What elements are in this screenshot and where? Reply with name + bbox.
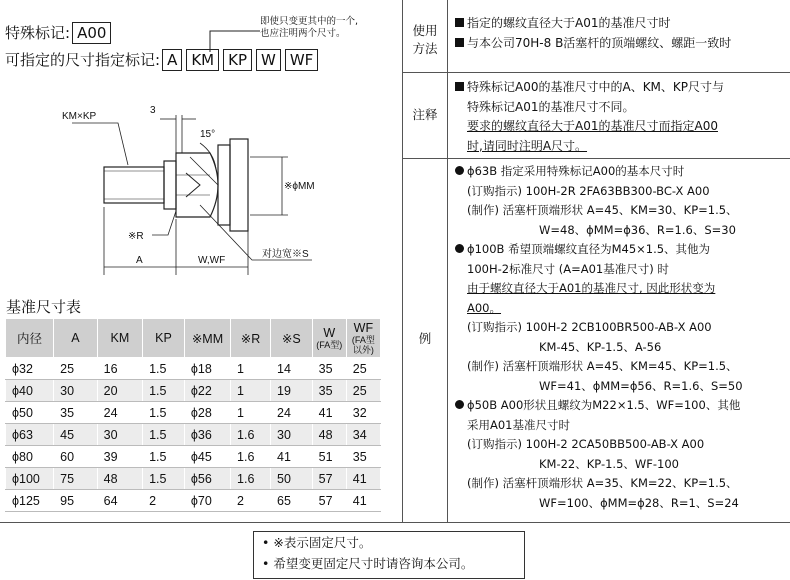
table-cell: ϕ56: [184, 468, 230, 490]
r-label: ※R: [128, 231, 144, 242]
specifiable-mark-label: 可指定的尺寸指定标记:: [5, 51, 161, 69]
table-cell: 24: [97, 402, 142, 424]
table-cell: 1.6: [231, 446, 271, 468]
example-content: ϕ63B 指定采用特殊标记A00的基本尺寸时 (订购指示) 100H-2R 2FA63BB300-BC-X A00 (制作) 活塞杆顶端形状 A=45、KM=30、KP=1.5、 W=48、ϕMM=ϕ36、R=1.6、S=30 ϕ100B 希望顶端螺纹直径为M45×1.5、其他为 100H-2标准尺寸 (A=A01基准尺寸) 时 由于螺纹直径大于A01的基准尺寸, 因此形状变为 A00。 (订购指示) 100H-2 2CB100BR500-AB-X A00 KM-45、KP-1.5、A-56 (制作) 活塞杆顶端形状 A=45、KM=45、KP=1.5、 WF=41、ϕMM=ϕ56、R=1.6、S=50 ϕ50B A00形状且螺纹为M22×1.5、WF=100、其他 采用A01基准尺寸时 (订购指示) 100H-2 2CA50BB500-AB-X A00 KM-22、KP-1.5、WF-100 (制作) 活塞杆顶端形状 A=35、KM=22、KP=1.5、 WF=100、ϕMM=ϕ28、R=1、S=24: [455, 162, 743, 513]
code-w: W: [256, 49, 281, 71]
table-cell: 34: [346, 424, 380, 446]
square-bullet-icon: [455, 38, 464, 47]
circle-bullet-icon: [455, 244, 464, 253]
table-cell: ϕ45: [184, 446, 230, 468]
dim-3-label: 3: [150, 105, 156, 116]
table-cell: 1.5: [143, 446, 185, 468]
usage-info-table: [402, 0, 790, 522]
table-cell: 1.6: [231, 468, 271, 490]
header-bore: 内径: [6, 319, 54, 358]
table-cell: ϕ125: [6, 490, 54, 512]
wwf-dim-label: W,WF: [198, 255, 226, 266]
table-cell: 41: [271, 446, 313, 468]
table-cell: ϕ18: [184, 358, 230, 380]
table-cell: 1.5: [143, 402, 185, 424]
table-cell: 2: [231, 490, 271, 512]
table-cell: 16: [97, 358, 142, 380]
base-table-title: 基准尺寸表: [6, 298, 82, 316]
table-cell: 64: [97, 490, 142, 512]
table-cell: 35: [346, 446, 380, 468]
table-cell: 60: [54, 446, 98, 468]
s-label: 对边宽※S: [262, 249, 309, 260]
header-kp: KP: [143, 319, 185, 358]
table-cell: 48: [312, 424, 346, 446]
circle-bullet-icon: [455, 400, 464, 409]
table-cell: 25: [346, 358, 380, 380]
example-label: 例: [418, 331, 432, 346]
table-cell: 35: [312, 358, 346, 380]
special-mark-label: 特殊标记:: [5, 24, 71, 42]
header-s: ※S: [271, 319, 313, 358]
special-mark-note: 即使只变更其中的一个, 也应注明两个尺寸。: [260, 16, 359, 39]
note-content: 特殊标记A00的基准尺寸中的A、KM、KP尺寸与 特殊标记A01的基准尺寸不同。 要求的螺纹直径大于A01的基准尺寸而指定A00 时,请同时注明A尺寸。: [455, 78, 724, 156]
table-cell: 24: [271, 402, 313, 424]
table-cell: 1: [231, 358, 271, 380]
code-a: A: [162, 49, 182, 71]
square-bullet-icon: [455, 18, 464, 27]
table-cell: 65: [271, 490, 313, 512]
table-cell: 41: [312, 402, 346, 424]
usage-label: 使用 方法: [412, 23, 438, 56]
table-cell: 35: [312, 380, 346, 402]
table-cell: 1.5: [143, 468, 185, 490]
note-label: 注释: [412, 107, 438, 122]
square-bullet-icon: [455, 82, 464, 91]
table-cell: 20: [97, 380, 142, 402]
table-cell: 25: [346, 380, 380, 402]
table-cell: 39: [97, 446, 142, 468]
header-w: W (FA型): [312, 319, 346, 358]
a-dim-label: A: [136, 255, 143, 266]
footer-note-box: [253, 531, 525, 579]
table-cell: 1.5: [143, 424, 185, 446]
table-cell: 32: [346, 402, 380, 424]
header-a: A: [54, 319, 98, 358]
table-row: [6, 380, 381, 402]
code-wf: WF: [285, 49, 318, 71]
table-cell: ϕ36: [184, 424, 230, 446]
kmkp-label: KM×KP: [62, 111, 97, 122]
divider: [0, 522, 790, 523]
table-cell: 57: [312, 490, 346, 512]
special-mark-code: A00: [72, 22, 111, 44]
table-row: [6, 446, 381, 468]
table-cell: ϕ32: [6, 358, 54, 380]
rod-end-drawing: [0, 95, 400, 290]
table-cell: 41: [346, 490, 380, 512]
table-cell: 35: [54, 402, 98, 424]
table-cell: 51: [312, 446, 346, 468]
header-km: KM: [97, 319, 142, 358]
table-cell: 1.5: [143, 380, 185, 402]
table-cell: 1: [231, 380, 271, 402]
table-cell: 30: [271, 424, 313, 446]
angle-label: 15°: [200, 129, 216, 140]
table-row: [6, 490, 381, 512]
table-cell: 30: [97, 424, 142, 446]
table-cell: 1.6: [231, 424, 271, 446]
special-mark-line: [5, 22, 113, 44]
table-cell: 95: [54, 490, 98, 512]
table-cell: ϕ50: [6, 402, 54, 424]
base-dimension-table: [5, 318, 381, 512]
table-cell: ϕ22: [184, 380, 230, 402]
table-cell: 41: [346, 468, 380, 490]
code-kp: KP: [223, 49, 252, 71]
table-row: [6, 424, 381, 446]
table-cell: 25: [54, 358, 98, 380]
table-row: [6, 358, 381, 380]
table-cell: ϕ28: [184, 402, 230, 424]
table-cell: 19: [271, 380, 313, 402]
table-cell: 45: [54, 424, 98, 446]
mm-label: ※ϕMM: [284, 181, 315, 192]
header-wf: WF (FA型 以外): [346, 319, 380, 358]
usage-content: 指定的螺纹直径大于A01的基准尺寸时 与本公司70H-8 B活塞杆的顶端螺纹、螺距一致时: [455, 14, 731, 53]
table-cell: ϕ63: [6, 424, 54, 446]
table-cell: 2: [143, 490, 185, 512]
code-km: KM: [186, 49, 219, 71]
footer-note-2: • 希望变更固定尺寸时请咨询本公司。: [262, 556, 474, 571]
table-row: [6, 402, 381, 424]
table-header-row: [6, 319, 381, 358]
table-cell: ϕ100: [6, 468, 54, 490]
table-cell: 1.5: [143, 358, 185, 380]
table-cell: 14: [271, 358, 313, 380]
table-cell: ϕ40: [6, 380, 54, 402]
table-cell: 50: [271, 468, 313, 490]
table-cell: 75: [54, 468, 98, 490]
specifiable-mark-line: [5, 49, 320, 71]
footer-note-1: • ※表示固定尺寸。: [262, 535, 372, 550]
table-cell: 48: [97, 468, 142, 490]
header-r: ※R: [231, 319, 271, 358]
table-cell: ϕ70: [184, 490, 230, 512]
circle-bullet-icon: [455, 166, 464, 175]
header-mm: ※MM: [184, 319, 230, 358]
table-row: [6, 468, 381, 490]
table-cell: ϕ80: [6, 446, 54, 468]
table-cell: 1: [231, 402, 271, 424]
table-cell: 30: [54, 380, 98, 402]
table-cell: 57: [312, 468, 346, 490]
